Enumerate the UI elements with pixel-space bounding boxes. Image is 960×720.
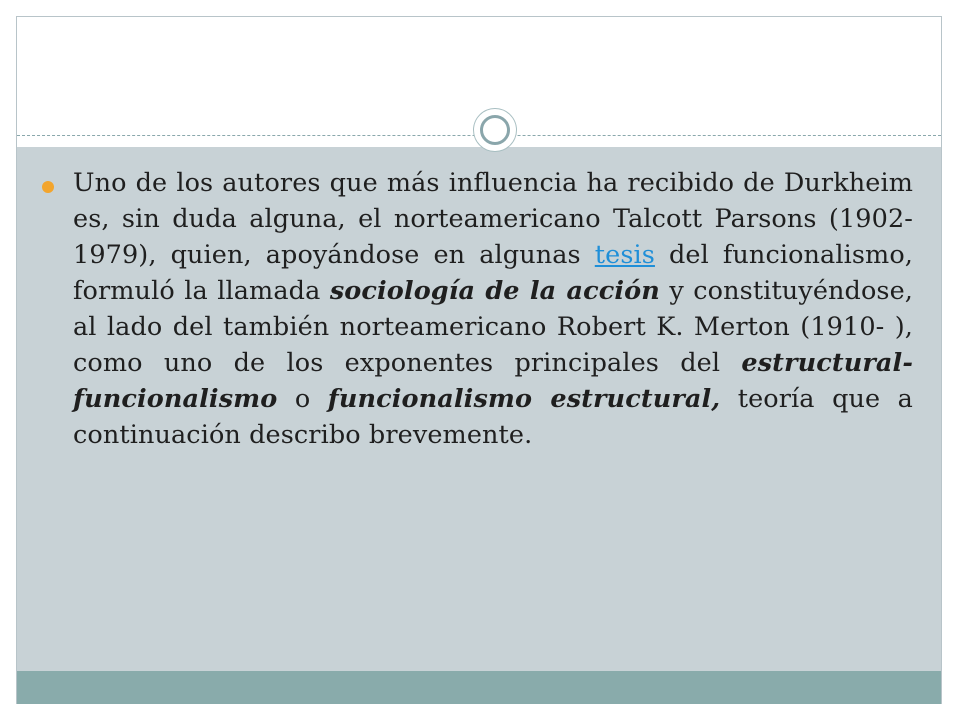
emphasized-term: estructural-funcionalismo — [73, 348, 913, 414]
footer-band — [17, 671, 941, 704]
bullet-icon — [42, 181, 54, 193]
divider-circle-icon — [474, 109, 516, 151]
body-paragraph — [73, 165, 913, 453]
paragraph-text-segment: Uno de los autores que más influencia ha recibido de Durkheim es, sin duda alguna, el norteamericano Talcott Parsons (1902-1979), quien, apoyándose en algunas — [73, 168, 913, 270]
paragraph-text-segment: y constituyéndose, al lado del también norteamericano Robert K. Merton (1910- ), como uno de los exponentes principales del — [73, 276, 913, 378]
paragraph-text-segment: o — [277, 384, 328, 414]
tesis-link[interactable]: tesis — [594, 240, 655, 270]
paragraph-text-segment: teoría que a continuación describo brevemente. — [73, 384, 913, 450]
paragraph-text-segment: del funcionalismo, formuló la llamada — [73, 240, 913, 306]
emphasized-term: sociología de la acción — [329, 276, 660, 306]
emphasized-term: funcionalismo estructural, — [327, 384, 721, 414]
